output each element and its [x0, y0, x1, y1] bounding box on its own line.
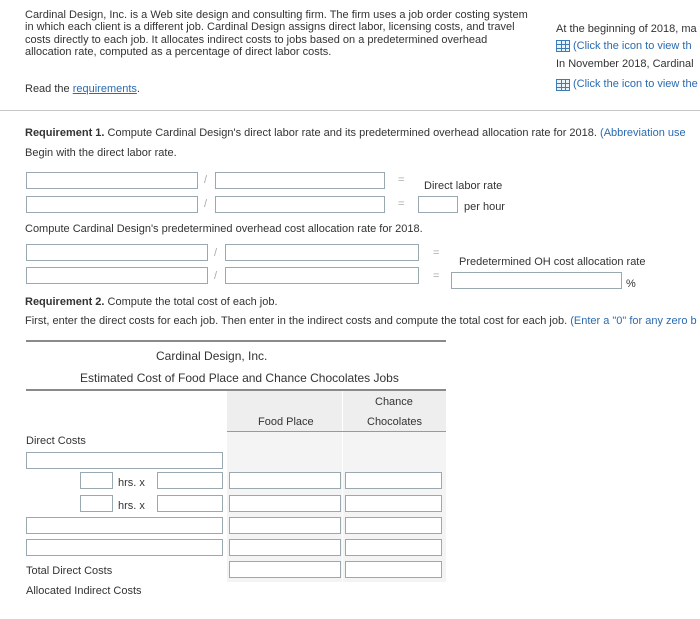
req2-heading-bold: Requirement 2. [25, 296, 105, 308]
divide-sign: / [214, 270, 218, 282]
req1-heading-bold: Requirement 1. [25, 127, 105, 139]
requirements-link[interactable]: requirements [72, 83, 137, 95]
per-hour-label: per hour [464, 201, 505, 213]
right-panel-line-1: At the beginning of 2018, ma [556, 23, 697, 35]
table-title-company: Cardinal Design, Inc. [156, 349, 268, 363]
chance-input-1[interactable] [345, 472, 442, 489]
total-direct-costs-label: Total Direct Costs [26, 565, 113, 577]
divide-sign: / [214, 247, 218, 259]
oh-rate-input[interactable] [451, 272, 622, 289]
food-place-total-direct-input[interactable] [229, 561, 341, 578]
labor-cost-input[interactable] [26, 172, 198, 189]
rate-input-2[interactable] [157, 495, 223, 512]
right-panel-line-3: In November 2018, Cardinal [556, 58, 694, 70]
food-place-input-3[interactable] [229, 517, 341, 534]
divide-sign: / [204, 174, 208, 186]
table-top-rule [26, 340, 446, 342]
intro-line-3: costs directly to each job. It allocates indirect costs to jobs based on a predetermined overhead [25, 34, 488, 46]
req2-heading [25, 296, 278, 309]
divide-sign: / [204, 198, 208, 210]
oh-rate-label: Predetermined OH cost allocation rate [459, 256, 646, 268]
col-chance-line2: Chocolates [367, 416, 423, 428]
direct-cost-item-input-2[interactable] [26, 517, 223, 534]
req1-heading-text: Compute Cardinal Design's direct labor rate and its predetermined overhead allocation rate for 2018. [104, 127, 597, 139]
right-panel-line-2[interactable]: (Click the icon to view th [573, 40, 692, 52]
direct-cost-item-input-3[interactable] [26, 539, 223, 556]
right-panel-line-4[interactable]: (Click the icon to view the [573, 78, 698, 90]
percent-sign: % [626, 278, 636, 290]
direct-costs-label: Direct Costs [26, 435, 86, 447]
food-place-input-1[interactable] [229, 472, 341, 489]
read-prefix: Read the [25, 83, 73, 95]
rate-input-1[interactable] [157, 472, 223, 489]
labor-cost-input-2[interactable] [26, 196, 198, 213]
intro-line-4: allocation rate, computed as a percentage of direct labor costs. [25, 46, 332, 58]
chance-input-2[interactable] [345, 495, 442, 512]
table-title-jobs: Estimated Cost of Food Place and Chance Chocolates Jobs [80, 371, 399, 385]
hours-input-1[interactable] [80, 472, 113, 489]
req1-heading-hint: (Abbreviation use [596, 127, 686, 139]
intro-line-1: Cardinal Design, Inc. is a Web site design and consulting firm. The firm uses a job order costing system [25, 9, 528, 21]
hrs-x-label-2: hrs. x [118, 500, 145, 512]
req2-instruction-text: First, enter the direct costs for each job. Then enter in the indirect costs and compute the total cost for each job. [25, 315, 568, 327]
req1-instruction-2: Compute Cardinal Design's predetermined overhead cost allocation rate for 2018. [25, 223, 423, 235]
equals-sign: = [433, 270, 440, 282]
read-suffix: . [136, 83, 140, 95]
read-requirements-line [25, 83, 140, 96]
req2-instruction [25, 315, 697, 328]
allocated-indirect-costs-label: Allocated Indirect Costs [26, 585, 142, 597]
equals-sign: = [433, 247, 440, 259]
food-place-input-4[interactable] [229, 539, 341, 556]
table-grid-icon[interactable] [556, 40, 570, 52]
food-place-input-2[interactable] [229, 495, 341, 512]
chance-input-4[interactable] [345, 539, 442, 556]
direct-labor-rate-label: Direct labor rate [424, 180, 503, 192]
intro-line-2: in which each client is a different job. Cardinal Design assigns direct labor, licensing costs, and travel [25, 21, 515, 33]
chance-total-direct-input[interactable] [345, 561, 442, 578]
chance-input-3[interactable] [345, 517, 442, 534]
req1-instruction-1: Begin with the direct labor rate. [25, 147, 177, 159]
col-food-place: Food Place [258, 416, 314, 428]
oh-base-input[interactable] [225, 244, 419, 261]
oh-cost-input[interactable] [26, 244, 208, 261]
labor-hours-input[interactable] [215, 172, 385, 189]
hrs-x-label-1: hrs. x [118, 477, 145, 489]
col-chance-line1: Chance [375, 396, 413, 408]
req2-heading-text: Compute the total cost of each job. [104, 296, 278, 308]
oh-cost-input-2[interactable] [26, 267, 208, 284]
labor-hours-input-2[interactable] [215, 196, 385, 213]
direct-labor-rate-input[interactable] [418, 196, 458, 213]
hours-input-2[interactable] [80, 495, 113, 512]
equals-sign: = [398, 174, 405, 186]
table-grid-icon[interactable] [556, 79, 570, 91]
direct-cost-item-input-1[interactable] [26, 452, 223, 469]
equals-sign: = [398, 198, 405, 210]
oh-base-input-2[interactable] [225, 267, 419, 284]
req2-instruction-hint: (Enter a "0" for any zero b [567, 315, 697, 327]
req1-heading [25, 127, 686, 140]
section-divider [0, 110, 700, 111]
